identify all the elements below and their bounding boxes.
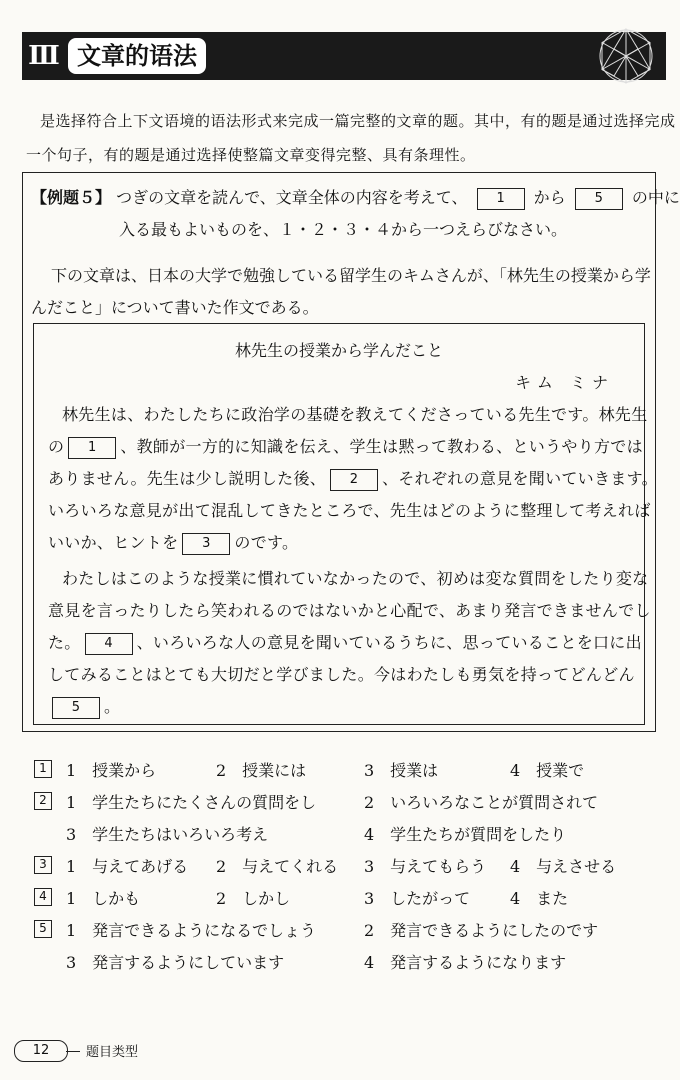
question-number-box: 4 xyxy=(34,888,52,906)
essay-blank-2: 2 xyxy=(330,469,378,491)
essay-line-10 xyxy=(48,694,120,719)
choice-option: 1 学生たちにたくさんの質問をし xyxy=(66,793,317,812)
essay-line-2 xyxy=(48,434,643,459)
essay-line-5 xyxy=(48,530,298,555)
essay-blank-4: 4 xyxy=(85,633,133,655)
essay-title: 林先生の授業から学んだこと xyxy=(234,341,443,360)
example-instruction-line-1 xyxy=(31,185,680,210)
essay-box xyxy=(33,323,658,725)
choice-option: 4 与えさせる xyxy=(510,857,617,876)
essay-text: 、教師が一方的に知識を伝え、学生は黙って教わる、というやり方では xyxy=(120,437,643,456)
blank-box-last: 5 xyxy=(575,188,623,210)
essay-blank-5: 5 xyxy=(52,697,100,719)
choice-option: 1 発言できるようになるでしょう xyxy=(66,921,317,940)
footer-section-label: 题目类型 xyxy=(86,1045,139,1060)
choice-option: 2 与えてくれる xyxy=(216,857,339,876)
page-number: 12 xyxy=(14,1040,68,1062)
choice-option: 1 授業から xyxy=(66,761,157,780)
choice-option: 2 発言できるようにしたのです xyxy=(364,921,599,940)
essay-line-1: 林先生は、わたしたちに政治学の基礎を教えてくださっている先生です。林先生 xyxy=(62,405,648,424)
choice-option: 3 発言するようにしています xyxy=(66,953,285,972)
essay-text: いいか、ヒントを xyxy=(48,533,179,552)
context-line-1: 下の文章は、日本の大学で勉強している留学生のキムさんが、「林先生の授業から学 xyxy=(51,266,651,285)
choice-option: 4 学生たちが質問をしたり xyxy=(364,825,567,844)
essay-text: のです。 xyxy=(234,533,299,552)
example-box xyxy=(22,172,680,732)
essay-line-3 xyxy=(48,466,658,491)
choice-option: 4 授業で xyxy=(510,761,585,780)
choice-option: 3 学生たちはいろいろ考え xyxy=(66,825,269,844)
question-number-box: 5 xyxy=(34,920,52,938)
essay-text: 、いろいろな人の意見を聞いているうちに、思っていることを口に出 xyxy=(136,633,642,652)
choice-option: 3 授業は xyxy=(364,761,439,780)
choice-option: 1 しかも xyxy=(66,889,141,908)
choice-option: 1 与えてあげる xyxy=(66,857,189,876)
example-instruction-c: の中に xyxy=(631,188,680,207)
intro-text xyxy=(26,104,676,172)
section-title: 文章的语法 xyxy=(68,38,206,74)
choice-option: 3 与えてもらう xyxy=(364,857,487,876)
essay-line-7: 意見を言ったりしたら笑われるのではないかと心配で、あまり発言できませんでし xyxy=(48,601,651,620)
context-line-2: んだこと」について書いた作文である。 xyxy=(31,298,319,317)
choice-option: 2 しかし xyxy=(216,889,291,908)
essay-text: の xyxy=(48,437,65,456)
essay-blank-3: 3 xyxy=(182,533,230,555)
question-number-box: 2 xyxy=(34,792,52,810)
blank-box-first: 1 xyxy=(477,188,525,210)
essay-text: 、それぞれの意見を聞いていきます。 xyxy=(382,469,658,488)
essay-text: ありません。先生は少し説明した後、 xyxy=(48,469,327,488)
choice-option: 2 授業には xyxy=(216,761,307,780)
question-number-box: 3 xyxy=(34,856,52,874)
intro-line-2: 一个句子，有的题是通过选择使整篇文章变得完整、具有条理性。 xyxy=(26,146,476,164)
example-instruction-a: つぎの文章を読んで、文章全体の内容を考えて、 xyxy=(116,188,468,207)
question-number-box: 1 xyxy=(34,760,52,778)
essay-text: 。 xyxy=(104,697,121,716)
essay-line-9: してみることはとても大切だと学びました。今はわたしも勇気を持ってどんどん xyxy=(48,665,635,684)
essay-line-6: わたしはこのような授業に慣れていなかったので、初めは変な質問をしたり変な xyxy=(62,569,649,588)
asanoha-emblem-icon xyxy=(596,26,656,86)
footer-divider xyxy=(66,1051,80,1052)
essay-author: キム ミナ xyxy=(515,373,614,392)
essay-line-4: いろいろな意見が出て混乱してきたところで、先生はどのように整理して考えれば xyxy=(48,501,651,520)
section-number: Ⅲ xyxy=(28,41,60,71)
example-instruction-b: から xyxy=(533,188,566,207)
example-instruction-line-2: 入る最もよいものを、１・２・３・４から一つえらびなさい。 xyxy=(119,220,568,239)
choice-option: 4 発言するようになります xyxy=(364,953,567,972)
intro-line-1: 是选择符合上下文语境的语法形式来完成一篇完整的文章的题。其中，有的题是通过选择完成 xyxy=(40,112,676,130)
choice-option: 2 いろいろなことが質問されて xyxy=(364,793,599,812)
choice-option: 3 したがって xyxy=(364,889,471,908)
essay-blank-1: 1 xyxy=(68,437,116,459)
essay-line-8 xyxy=(48,630,642,655)
essay-text: た。 xyxy=(48,633,81,652)
choice-option: 4 また xyxy=(510,889,569,908)
example-label: 【例题５】 xyxy=(31,188,112,207)
